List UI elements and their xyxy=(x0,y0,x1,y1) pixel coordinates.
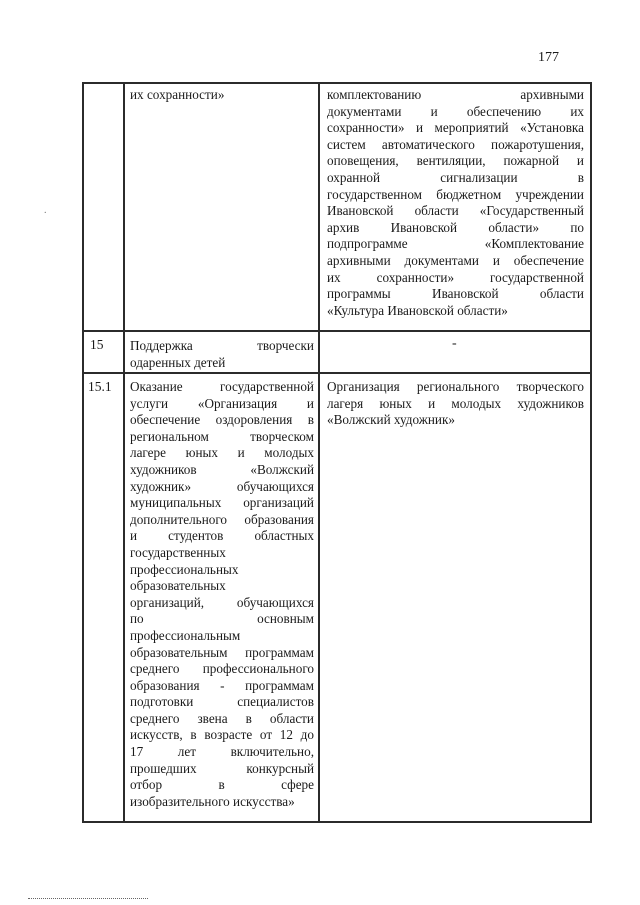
table-border-bottom xyxy=(82,821,592,823)
activity-line: комплектованию архивными xyxy=(327,87,584,102)
task-line: изобразительного искусства» xyxy=(130,793,295,809)
task-line: дополнительного образования xyxy=(130,511,314,527)
activity-line: охранной сигнализации в xyxy=(327,169,584,185)
table-border-right xyxy=(590,82,592,822)
table-border-left xyxy=(82,82,84,822)
activity-line: «Волжский художник» xyxy=(327,412,455,428)
task-line: профессиональным xyxy=(130,627,241,643)
task-line: образовательным программам xyxy=(130,644,314,660)
task-line: отбор в сфере xyxy=(130,777,314,793)
column-divider xyxy=(318,82,320,822)
activity-line: государственном бюджетном учреждении xyxy=(327,186,584,202)
task-line: искусств, в возрасте от 12 до xyxy=(130,727,314,743)
activity-line: документами и обеспечению их xyxy=(327,103,584,119)
margin-mark: . xyxy=(44,205,47,216)
activity-line: их сохранности» государственной xyxy=(327,269,584,285)
activity-line: систем автоматического пожаротушения, xyxy=(327,136,584,152)
column-divider xyxy=(123,82,125,822)
task-line: Оказание государственной xyxy=(130,379,314,394)
table xyxy=(82,82,592,822)
row-15-1-number: 15.1 xyxy=(88,379,112,394)
task-line: услуги «Организация и xyxy=(130,395,314,411)
task-line: Поддержка творчески xyxy=(130,338,314,353)
task-line: художник» обучающихся xyxy=(130,478,314,494)
activity-line: архив Ивановской области» по xyxy=(327,219,584,235)
activity-line: подпрограмме «Комплектование xyxy=(327,236,584,252)
row-continuation-task xyxy=(130,87,310,104)
table-border-top xyxy=(82,82,592,84)
row-15-activity-empty: - xyxy=(452,336,457,351)
task-line: муниципальных организаций xyxy=(130,495,314,511)
task-line: образовательных xyxy=(130,578,226,594)
task-line: государственных xyxy=(130,544,226,560)
task-line: среднего звена в области xyxy=(130,710,314,726)
activity-line: архивными документами и обеспечение xyxy=(327,252,584,268)
task-line: организаций, обучающихся xyxy=(130,594,314,610)
table-row-divider xyxy=(82,330,592,332)
footer-rule xyxy=(28,898,148,899)
activity-line: программы Ивановской области xyxy=(327,286,584,302)
task-line: обеспечение оздоровления в xyxy=(130,412,314,428)
page-number: 177 xyxy=(538,50,559,65)
activity-line: Организация регионального творческого xyxy=(327,379,584,394)
row-15-1-activity xyxy=(327,379,584,429)
table-row-divider xyxy=(82,372,592,374)
activity-line: «Культура Ивановской области» xyxy=(327,302,508,318)
activity-line: оповещения, вентиляции, пожарной и xyxy=(327,153,584,169)
task-line: профессиональных xyxy=(130,561,239,577)
task-line: региональном творческом xyxy=(130,428,314,444)
row-15-number: 15 xyxy=(90,337,104,352)
activity-line: сохранности» и мероприятий «Установка xyxy=(327,120,584,136)
activity-line: Ивановской области «Государственный xyxy=(327,203,584,219)
task-line: среднего профессионального xyxy=(130,661,314,677)
task-line: лагере юных и молодых xyxy=(130,445,314,461)
task-line: образования - программам xyxy=(130,677,314,693)
task-line: их сохранности» xyxy=(130,87,225,102)
task-line: прошедших конкурсный xyxy=(130,760,314,776)
row-15-1-task xyxy=(130,379,314,810)
task-line: и студентов областных xyxy=(130,528,314,544)
task-line: художников «Волжский xyxy=(130,461,314,477)
task-line: по основным xyxy=(130,611,314,627)
task-line: 17 лет включительно, xyxy=(130,744,314,760)
row-15-task xyxy=(130,338,314,371)
task-line: одаренных детей xyxy=(130,354,226,370)
row-continuation-activity xyxy=(327,87,584,319)
task-line: подготовки специалистов xyxy=(130,694,314,710)
activity-line: лагеря юных и молодых художников xyxy=(327,395,584,411)
